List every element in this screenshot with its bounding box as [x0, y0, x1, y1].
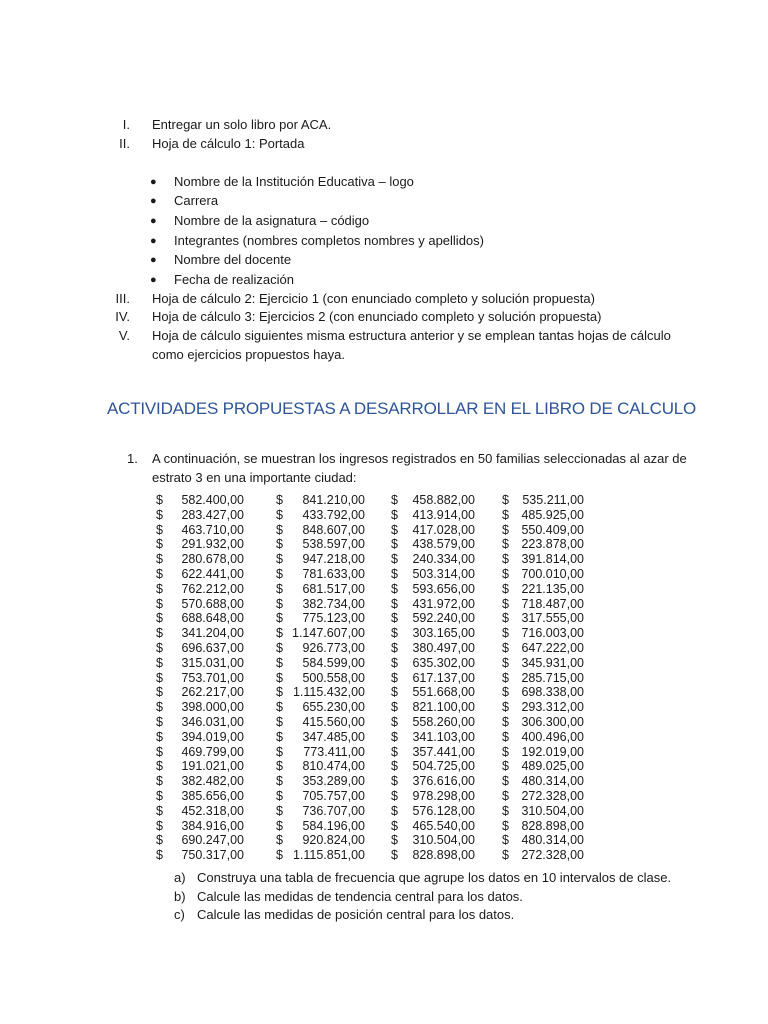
table-cell: 828.898,00: [412, 848, 475, 863]
table-cell: 221.135,00: [521, 581, 584, 596]
table-cell: 223.878,00: [521, 537, 584, 552]
table-cell: 417.028,00: [412, 522, 475, 537]
exercise-text-line-2: estrato 3 en una importante ciudad:: [152, 470, 357, 485]
currency-symbol: $: [156, 596, 163, 611]
currency-symbol: $: [276, 537, 283, 552]
currency-symbol: $: [391, 522, 398, 537]
currency-symbol: $: [502, 611, 509, 626]
currency-symbol: $: [276, 670, 283, 685]
table-cell: 398.000,00: [181, 700, 244, 715]
table-cell: 978.298,00: [412, 788, 475, 803]
currency-symbol: $: [156, 818, 163, 833]
table-cell: 376.616,00: [412, 774, 475, 789]
currency-symbol: $: [276, 522, 283, 537]
table-cell: 433.792,00: [302, 507, 365, 522]
table-cell: 394.019,00: [181, 729, 244, 744]
currency-symbol: $: [156, 640, 163, 655]
list-item: Hoja de cálculo 1: Portada: [152, 136, 305, 151]
bullet-icon: ●: [150, 235, 157, 247]
currency-symbol: $: [156, 655, 163, 670]
table-cell: 452.318,00: [181, 803, 244, 818]
currency-symbol: $: [276, 640, 283, 655]
currency-symbol: $: [502, 670, 509, 685]
currency-symbol: $: [276, 759, 283, 774]
currency-symbol: $: [276, 818, 283, 833]
currency-symbol: $: [502, 714, 509, 729]
table-cell: 718.487,00: [521, 596, 584, 611]
currency-symbol: $: [502, 507, 509, 522]
table-cell: 341.103,00: [412, 729, 475, 744]
table-cell: 503.314,00: [412, 566, 475, 581]
table-cell: 500.558,00: [302, 670, 365, 685]
currency-symbol: $: [391, 552, 398, 567]
currency-symbol: $: [391, 714, 398, 729]
table-cell: 310.504,00: [521, 803, 584, 818]
table-cell: 848.607,00: [302, 522, 365, 537]
currency-symbol: $: [502, 596, 509, 611]
table-cell: 622.441,00: [181, 566, 244, 581]
table-cell: 283.427,00: [181, 507, 244, 522]
currency-symbol: $: [156, 611, 163, 626]
table-cell: 272.328,00: [521, 788, 584, 803]
currency-symbol: $: [502, 744, 509, 759]
table-cell: 341.204,00: [181, 626, 244, 641]
table-cell: 593.656,00: [412, 581, 475, 596]
table-cell: 584.196,00: [302, 818, 365, 833]
currency-symbol: $: [276, 714, 283, 729]
currency-symbol: $: [391, 759, 398, 774]
table-cell: 775.123,00: [302, 611, 365, 626]
currency-symbol: $: [156, 670, 163, 685]
table-cell: 773.411,00: [303, 744, 365, 759]
list-item: Nombre del docente: [174, 252, 292, 267]
table-cell: 617.137,00: [412, 670, 475, 685]
table-cell: 353.289,00: [302, 774, 365, 789]
list-numeral: IV.: [115, 309, 130, 324]
currency-symbol: $: [156, 788, 163, 803]
table-cell: 192.019,00: [521, 744, 584, 759]
currency-symbol: $: [276, 729, 283, 744]
table-cell: 463.710,00: [181, 522, 244, 537]
currency-symbol: $: [502, 759, 509, 774]
currency-symbol: $: [391, 788, 398, 803]
currency-symbol: $: [391, 611, 398, 626]
table-cell: 920.824,00: [302, 833, 365, 848]
currency-symbol: $: [502, 833, 509, 848]
currency-symbol: $: [391, 537, 398, 552]
task-text: Calcule las medidas de tendencia central para los datos.: [197, 889, 523, 904]
currency-symbol: $: [502, 848, 509, 863]
currency-symbol: $: [276, 493, 283, 507]
currency-symbol: $: [156, 833, 163, 848]
table-cell: 480.314,00: [521, 774, 584, 789]
currency-symbol: $: [156, 507, 163, 522]
table-cell: 584.599,00: [302, 655, 365, 670]
table-cell: 280.678,00: [181, 552, 244, 567]
currency-symbol: $: [391, 774, 398, 789]
table-cell: 431.972,00: [412, 596, 475, 611]
list-item: Hoja de cálculo 3: Ejercicios 2 (con enunciado completo y solución propuesta): [152, 309, 602, 324]
currency-symbol: $: [502, 522, 509, 537]
list-item: Hoja de cálculo 2: Ejercicio 1 (con enunciado completo y solución propuesta): [152, 291, 595, 306]
currency-symbol: $: [156, 522, 163, 537]
list-item: Carrera: [174, 193, 219, 208]
table-cell: 489.025,00: [521, 759, 584, 774]
currency-symbol: $: [502, 581, 509, 596]
currency-symbol: $: [391, 493, 398, 507]
table-cell: 688.648,00: [181, 611, 244, 626]
currency-symbol: $: [276, 596, 283, 611]
table-cell: 400.496,00: [521, 729, 584, 744]
currency-symbol: $: [502, 640, 509, 655]
currency-symbol: $: [156, 759, 163, 774]
table-cell: 647.222,00: [521, 640, 584, 655]
currency-symbol: $: [156, 774, 163, 789]
currency-symbol: $: [156, 581, 163, 596]
currency-symbol: $: [276, 507, 283, 522]
table-cell: 762.212,00: [181, 581, 244, 596]
currency-symbol: $: [276, 581, 283, 596]
currency-symbol: $: [276, 552, 283, 567]
table-cell: 382.482,00: [181, 774, 244, 789]
table-cell: 705.757,00: [302, 788, 365, 803]
currency-symbol: $: [502, 729, 509, 744]
table-cell: 485.925,00: [521, 507, 584, 522]
table-cell: 346.031,00: [181, 714, 244, 729]
currency-symbol: $: [502, 685, 509, 700]
currency-symbol: $: [156, 626, 163, 641]
list-numeral: II.: [119, 136, 130, 151]
table-cell: 538.597,00: [302, 537, 365, 552]
currency-symbol: $: [276, 833, 283, 848]
table-cell: 262.217,00: [181, 685, 244, 700]
list-item-continuation: como ejercicios propuestos haya.: [152, 347, 345, 362]
currency-symbol: $: [502, 774, 509, 789]
currency-symbol: $: [156, 803, 163, 818]
table-cell: 413.914,00: [412, 507, 475, 522]
currency-symbol: $: [276, 611, 283, 626]
table-cell: 753.701,00: [181, 670, 244, 685]
currency-symbol: $: [156, 700, 163, 715]
currency-symbol: $: [276, 626, 283, 641]
task-text: Construya una tabla de frecuencia que agrupe los datos en 10 intervalos de clase.: [197, 870, 672, 885]
currency-symbol: $: [156, 729, 163, 744]
currency-symbol: $: [391, 581, 398, 596]
table-cell: 391.814,00: [521, 552, 584, 567]
currency-symbol: $: [276, 744, 283, 759]
currency-symbol: $: [276, 788, 283, 803]
table-cell: 438.579,00: [412, 537, 475, 552]
currency-symbol: $: [502, 803, 509, 818]
table-cell: 635.302,00: [412, 655, 475, 670]
bullet-icon: ●: [150, 176, 157, 188]
currency-symbol: $: [391, 566, 398, 581]
table-cell: 582.400,00: [181, 493, 244, 507]
table-cell: 306.300,00: [521, 714, 584, 729]
currency-symbol: $: [391, 744, 398, 759]
list-item: Fecha de realización: [174, 272, 294, 287]
table-cell: 750.317,00: [181, 848, 244, 863]
table-cell: 458.882,00: [412, 493, 475, 507]
list-numeral: V.: [118, 328, 130, 343]
currency-symbol: $: [391, 670, 398, 685]
table-cell: 347.485,00: [302, 729, 365, 744]
currency-symbol: $: [502, 552, 509, 567]
table-cell: 480.314,00: [521, 833, 584, 848]
table-cell: 558.260,00: [412, 714, 475, 729]
table-cell: 570.688,00: [181, 596, 244, 611]
currency-symbol: $: [502, 566, 509, 581]
task-letter: c): [174, 907, 185, 922]
table-cell: 240.334,00: [412, 552, 475, 567]
currency-symbol: $: [391, 685, 398, 700]
table-cell: 947.218,00: [302, 552, 365, 567]
currency-symbol: $: [276, 700, 283, 715]
table-cell: 293.312,00: [521, 700, 584, 715]
list-item: Nombre de la Institución Educativa – logo: [174, 174, 414, 189]
table-cell: 696.637,00: [181, 640, 244, 655]
table-cell: 736.707,00: [302, 803, 365, 818]
table-cell: 781.633,00: [302, 566, 365, 581]
table-cell: 550.409,00: [521, 522, 584, 537]
table-cell: 384.916,00: [181, 818, 244, 833]
table-cell: 357.441,00: [412, 744, 475, 759]
table-cell: 821.100,00: [412, 700, 475, 715]
currency-symbol: $: [502, 537, 509, 552]
list-numeral: III.: [115, 291, 130, 306]
currency-symbol: $: [391, 803, 398, 818]
task-text: Calcule las medidas de posición central para los datos.: [197, 907, 515, 922]
list-item: Entregar un solo libro por ACA.: [152, 117, 332, 132]
currency-symbol: $: [502, 788, 509, 803]
table-cell: 926.773,00: [302, 640, 365, 655]
table-cell: 272.328,00: [521, 848, 584, 863]
table-cell: 655.230,00: [302, 700, 365, 715]
table-cell: 551.668,00: [412, 685, 475, 700]
table-cell: 1.147.607,00: [292, 626, 365, 641]
task-letter: a): [174, 870, 186, 885]
task-letter: b): [174, 889, 186, 904]
currency-symbol: $: [502, 493, 509, 507]
table-cell: 828.898,00: [521, 818, 584, 833]
table-cell: 285.715,00: [521, 670, 584, 685]
table-cell: 385.656,00: [181, 788, 244, 803]
currency-symbol: $: [276, 685, 283, 700]
bullet-icon: ●: [150, 195, 157, 207]
list-numeral: I.: [122, 117, 130, 132]
table-cell: 504.725,00: [412, 759, 475, 774]
table-cell: 1.115.851,00: [292, 848, 365, 863]
currency-symbol: $: [391, 626, 398, 641]
currency-symbol: $: [276, 655, 283, 670]
currency-symbol: $: [156, 537, 163, 552]
currency-symbol: $: [502, 655, 509, 670]
list-item: Hoja de cálculo siguientes misma estructura anterior y se emplean tantas hojas de cálculo: [152, 328, 671, 343]
currency-symbol: $: [276, 566, 283, 581]
table-cell: 382.734,00: [302, 596, 365, 611]
currency-symbol: $: [276, 848, 283, 863]
currency-symbol: $: [391, 729, 398, 744]
table-cell: 592.240,00: [412, 611, 475, 626]
currency-symbol: $: [391, 655, 398, 670]
table-cell: 681.517,00: [302, 581, 365, 596]
bullet-icon: ●: [150, 254, 157, 266]
currency-symbol: $: [391, 833, 398, 848]
table-cell: 1.115.432,00: [292, 685, 365, 700]
table-cell: 810.474,00: [302, 759, 365, 774]
table-cell: 380.497,00: [412, 640, 475, 655]
currency-symbol: $: [391, 848, 398, 863]
currency-symbol: $: [502, 818, 509, 833]
table-cell: 698.338,00: [521, 685, 584, 700]
section-heading: ACTIVIDADES PROPUESTAS A DESARROLLAR EN EL LIBRO DE CALCULO: [107, 399, 697, 418]
currency-symbol: $: [156, 552, 163, 567]
table-cell: 345.931,00: [521, 655, 584, 670]
currency-symbol: $: [156, 848, 163, 863]
table-cell: 576.128,00: [412, 803, 475, 818]
currency-symbol: $: [276, 803, 283, 818]
currency-symbol: $: [502, 626, 509, 641]
list-item: Integrantes (nombres completos nombres y apellidos): [174, 233, 484, 248]
table-cell: 465.540,00: [412, 818, 475, 833]
table-cell: 535.211,00: [522, 493, 584, 507]
exercise-number: 1.: [127, 451, 138, 466]
currency-symbol: $: [391, 700, 398, 715]
list-item: Nombre de la asignatura – código: [174, 213, 370, 228]
currency-symbol: $: [156, 714, 163, 729]
table-cell: 317.555,00: [521, 611, 584, 626]
bullet-icon: ●: [150, 274, 157, 286]
currency-symbol: $: [391, 596, 398, 611]
currency-symbol: $: [391, 640, 398, 655]
table-cell: 841.210,00: [302, 493, 365, 507]
currency-symbol: $: [156, 493, 163, 507]
currency-symbol: $: [391, 818, 398, 833]
table-cell: 700.010,00: [521, 566, 584, 581]
currency-symbol: $: [502, 700, 509, 715]
table-cell: 690.247,00: [181, 833, 244, 848]
currency-symbol: $: [156, 744, 163, 759]
bullet-icon: ●: [150, 215, 157, 227]
currency-symbol: $: [156, 566, 163, 581]
table-cell: 291.932,00: [181, 537, 244, 552]
table-cell: 191.021,00: [181, 759, 244, 774]
currency-symbol: $: [156, 685, 163, 700]
exercise-text-line-1: A continuación, se muestran los ingresos registrados en 50 familias seleccionadas al azar de: [152, 451, 687, 466]
table-cell: 716.003,00: [521, 626, 584, 641]
table-cell: 415.560,00: [302, 714, 365, 729]
table-cell: 315.031,00: [181, 655, 244, 670]
currency-symbol: $: [391, 507, 398, 522]
table-cell: 310.504,00: [412, 833, 475, 848]
currency-symbol: $: [276, 774, 283, 789]
table-cell: 303.165,00: [412, 626, 475, 641]
table-cell: 469.799,00: [181, 744, 244, 759]
